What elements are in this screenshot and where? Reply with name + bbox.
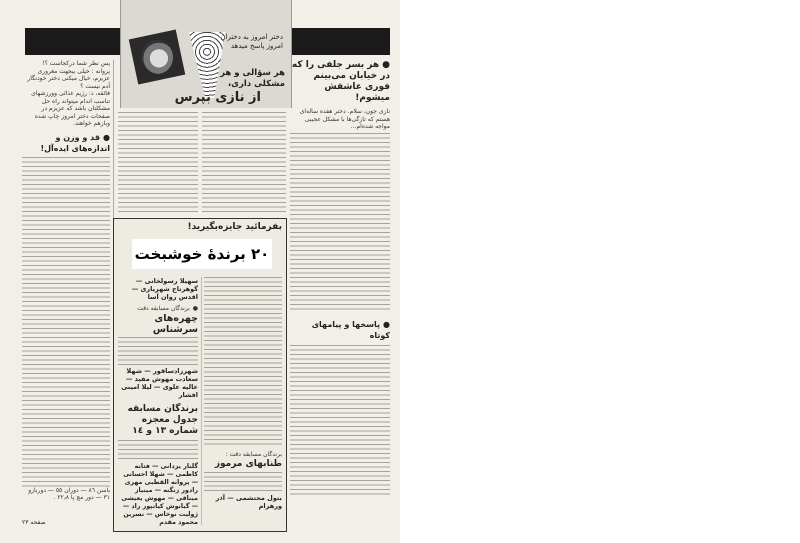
column-divider — [201, 277, 202, 525]
center-body-text-left — [118, 112, 198, 212]
contest-right-subcolumn — [204, 277, 282, 527]
section2-title: برندگان مسابقه جدول معجزه شماره ١٣ و ١٤ — [127, 403, 198, 436]
right-body-text — [290, 133, 390, 313]
left-item-2: فائقه، د: رژیم غذائی وورزشهای تناسب اندام میتواند راه حل مشکلتان باشد که عزیزم در صفحات دختر امروز چاپ شده وبازهم خواهند. — [31, 90, 110, 127]
section3-body — [204, 472, 282, 494]
section2-body — [118, 440, 198, 460]
header-bar-right — [290, 28, 390, 55]
center-body-text-right — [202, 112, 286, 212]
right-column — [290, 60, 390, 530]
left-item-1: پروانه : خیلی بیجهت مغروری عزیزم، خیال میکنی دختر خودنگار آدم نیست ؟ — [27, 67, 110, 90]
section1-names: شهرزادساقور — شهلا سعادت مهوش مفید — عالیه علوی — لیلا امینی افشار — [121, 366, 198, 399]
header-subtitle: دختر امروز به دختران امروز پاسخ میدهد — [220, 33, 283, 50]
contest-left-subcolumn — [118, 277, 198, 527]
header-title: از نازی بپرس — [174, 90, 261, 105]
right-intro: نازی جون، سلام. دختر هفده ساله‌ای هستم که تازگی‌ها با مشکل عجیبی مواجه شده‌ام... — [299, 108, 390, 130]
section2-names: گلنار یزدانی — فتانه کاظمی — شهلا احسانی — پروانه القطبی مهری رادور زنگنه — مینیاز میناقی — مهوش یعیشی — گیانوش کیانپور راد — ژولیت نوخاس — نسرین محمود مقدم — [121, 462, 198, 526]
section1-title: چهره‌های سرشناس — [152, 312, 198, 335]
header-tagline: هر سؤالی و هر مشکلی داری، — [220, 68, 285, 89]
right-body-text-2 — [290, 345, 390, 495]
left-intro: پس نظر شما درکجاست ؟! — [42, 60, 110, 67]
page-number: صفحه ٢٣ — [22, 519, 46, 526]
contest-box — [113, 218, 287, 532]
contest-body-text — [204, 277, 282, 445]
contest-banner: ٢٠ برندهٔ خوشبخت — [132, 239, 272, 269]
section3-label: برندگان مسابقه دقت : — [225, 451, 282, 458]
contest-kicker: بفرمائید جایزه‌بگیرید! — [187, 222, 282, 232]
section1-body — [118, 337, 198, 367]
section1-label: ● برندگان مسابقه دقت — [118, 305, 198, 313]
right-heading-1: ● هر بسر جلفی را که در خیابان می‌بینم فوری عاشقش میشوم! — [290, 60, 390, 104]
section3-title: طنابهای مرموز — [214, 458, 282, 469]
portrait-photo — [129, 30, 186, 85]
left-heading: ● قد و وزن و اندازه‌های ایده‌آل! — [22, 132, 110, 154]
winners-top: سهیلا رسولخانی — گوهرتاج شهریاری — اقدس روان آسا — [131, 277, 198, 301]
section3-names: بتول محتشمی — آذر ورهرام — [215, 493, 282, 510]
left-column — [22, 60, 114, 530]
left-body-text — [22, 157, 110, 487]
left-footer-text: باسن ۸٦ — دوران ٥٥ — دوربازو ٣١ — دور مچ پا ٢٢٫٨ . — [28, 486, 110, 501]
header-bar-left — [25, 28, 120, 55]
right-heading-2: ● پاسخها و پیامهای کوتاه — [290, 319, 390, 341]
header-panel — [120, 0, 292, 108]
